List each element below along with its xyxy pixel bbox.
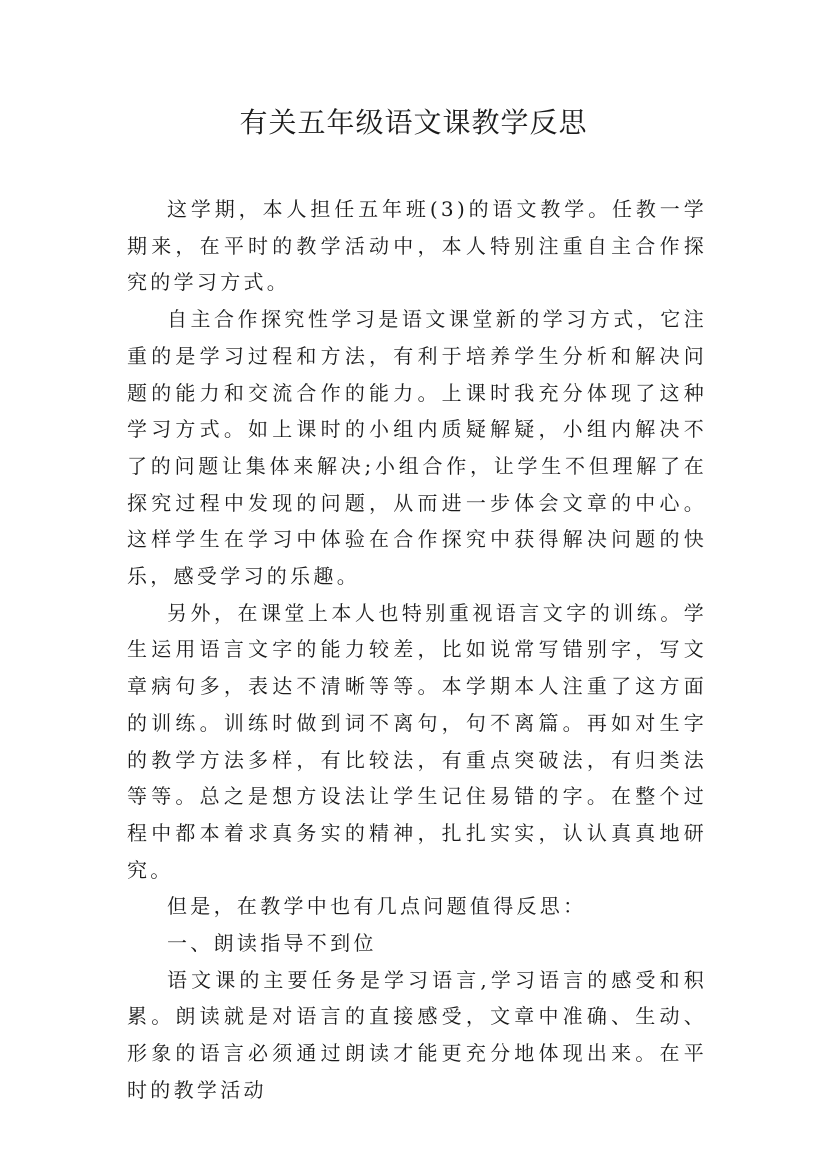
paragraph-3: 另外，在课堂上本人也特别重视语言文字的训练。学生运用语言文字的能力较差，比如说常写错别字，写文章病句多，表达不清晰等等。本学期本人注重了这方面的训练。训练时做到词不离句，句不离篇。再如对生字的教学方法多样，有比较法，有重点突破法，有归类法等等。总之是想方设法让学生记住易错的字。在整个过程中都本着求真务实的精神，扎扎实实，认认真真地研究。 xyxy=(127,600,707,882)
paragraph-1: 这学期，本人担任五年班(3)的语文教学。任教一学期来，在平时的教学活动中，本人特别注重自主合作探究的学习方式。 xyxy=(127,197,707,295)
paragraph-4: 但是，在教学中也有几点问题值得反思： xyxy=(167,894,587,919)
document-body xyxy=(127,191,707,1109)
section-heading-1: 一、朗读指导不到位 xyxy=(167,931,377,956)
paragraph-2: 自主合作探究性学习是语文课堂新的学习方式，它注重的是学习过程和方法，有利于培养学生分析和解决问题的能力和交流合作的能力。上课时我充分体现了这种学习方式。如上课时的小组内质疑解疑，小组内解决不了的问题让集体来解决;小组合作，让学生不但理解了在探究过程中发现的问题，从而进一步体会文章的中心。这样学生在学习中体验在合作探究中获得解决问题的快乐，感受学习的乐趣。 xyxy=(127,307,707,589)
document-title: 有关五年级语文课教学反思 xyxy=(239,106,588,139)
paragraph-5: 语文课的主要任务是学习语言,学习语言的感受和积累。朗读就是对语言的直接感受，文章中准确、生动、形象的语言必须通过朗读才能更充分地体现出来。在平时的教学活动 xyxy=(127,967,707,1102)
